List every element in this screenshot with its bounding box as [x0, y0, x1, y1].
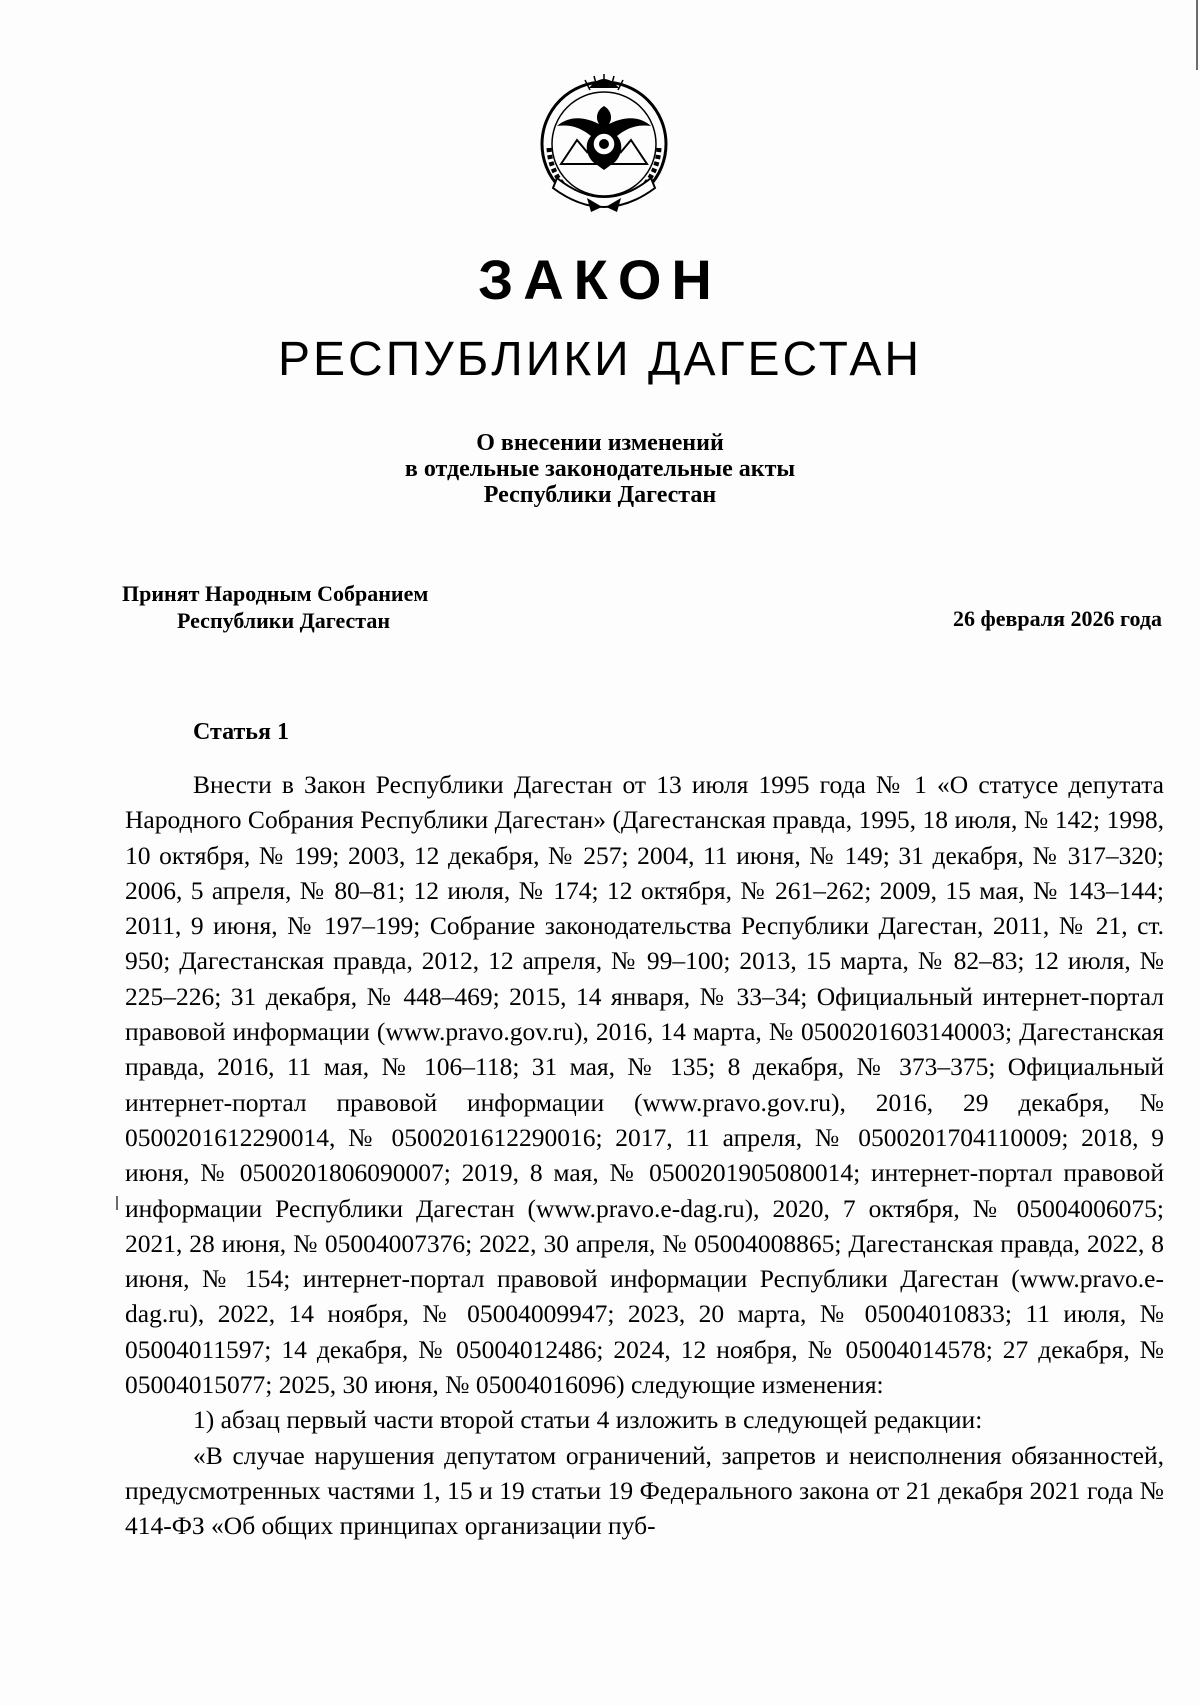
act-name-line: Республики Дагестан: [483, 482, 717, 508]
scan-margin-mark: [116, 1196, 118, 1210]
scan-edge-line: [1196, 0, 1198, 70]
adopted-by-line: Республики Дагестан: [177, 608, 391, 633]
article-body: [125, 767, 1164, 1544]
act-name-line: О внесении изменений: [476, 430, 724, 456]
dagestan-coat-of-arms-icon: [527, 66, 681, 216]
act-name-line: в отдельные законодательные акты: [404, 456, 796, 482]
article-item: 1) абзац первый части второй статьи 4 изложить в следующей редакции:: [193, 1405, 983, 1435]
adopted-by: [122, 580, 428, 634]
article-paragraph: Внести в Закон Республики Дагестан от 13 июля 1995 года № 1 «О статусе депутата Народного Собрания Республики Дагестан» (Дагестанская правда, 1995, 18 июля, № 142; 1998, 10 октября, № 199; 2003, 12 декабря, № 257; 2004, 11 июня, № 149; 31 декабря, № 317–320; 2006, 5 апреля, № 80–81; 12 июля, № 174; 12 октября, № 261–262; 2009, 15 мая, № 143–144; 2011, 9 июня, № 197–199; Собрание законодательства Республики Дагестан, 2011, № 21, ст. 950; Дагестанская правда, 2012, 12 апреля, № 99–100; 2013, 15 марта, № 82–83; 12 июля, № 225–226; 31 декабря, № 448–469; 2015, 14 января, № 33–34; Официальный интернет-портал правовой информации (www.pravo.gov.ru), 2016, 14 марта, № 0500201603140003; Дагестанская правда, 2016, 11 мая, № 106–118; 31 мая, № 135; 8 декабря, № 373–375; Официальный интернет-портал правовой информации (www.pravo.gov.ru), 2016, 29 декабря, № 0500201612290014, № 0500201612290016; 2017, 11 апреля, № 0500201704110009; 2018, 9 июня, № 0500201806090007; 2019, 8 мая, № 0500201905080014; интернет-портал правовой информации Республики Дагестан (www.pravo.e-dag.ru), 2020, 7 октября, № 05004006075; 2021, 28 июня, № 05004007376; 2022, 30 апреля, № 05004008865; Дагестанская правда, 2022, 8 июня, № 154; интернет-портал правовой информации Республики Дагестан (www.pravo.e-dag.ru), 2022, 14 ноября, № 05004009947; 2023, 20 марта, № 05004010833; 11 июля, № 05004011597; 14 декабря, № 05004012486; 2024, 12 ноября, № 05004014578; 27 декабря, № 05004015077; 2025, 30 июня, № 05004016096) следующие изменения:: [125, 770, 1164, 1400]
article-quote: «В случае нарушения депутатом ограничений, запретов и неисполнения обязанностей, предусмотренных частями 1, 15 и 19 статьи 19 Федерального закона от 21 декабря 2021 года № 414-ФЗ «Об общих принципах организации пуб-: [125, 1440, 1164, 1541]
adopted-by-line: Принят Народным Собранием: [122, 581, 429, 606]
adoption-date: 26 февраля 2026 года: [953, 606, 1162, 631]
law-title: ЗАКОН: [478, 248, 722, 311]
act-name: [0, 430, 1200, 508]
law-subtitle: РЕСПУБЛИКИ ДАГЕСТАН: [278, 333, 922, 386]
article-heading: Статья 1: [193, 719, 289, 745]
